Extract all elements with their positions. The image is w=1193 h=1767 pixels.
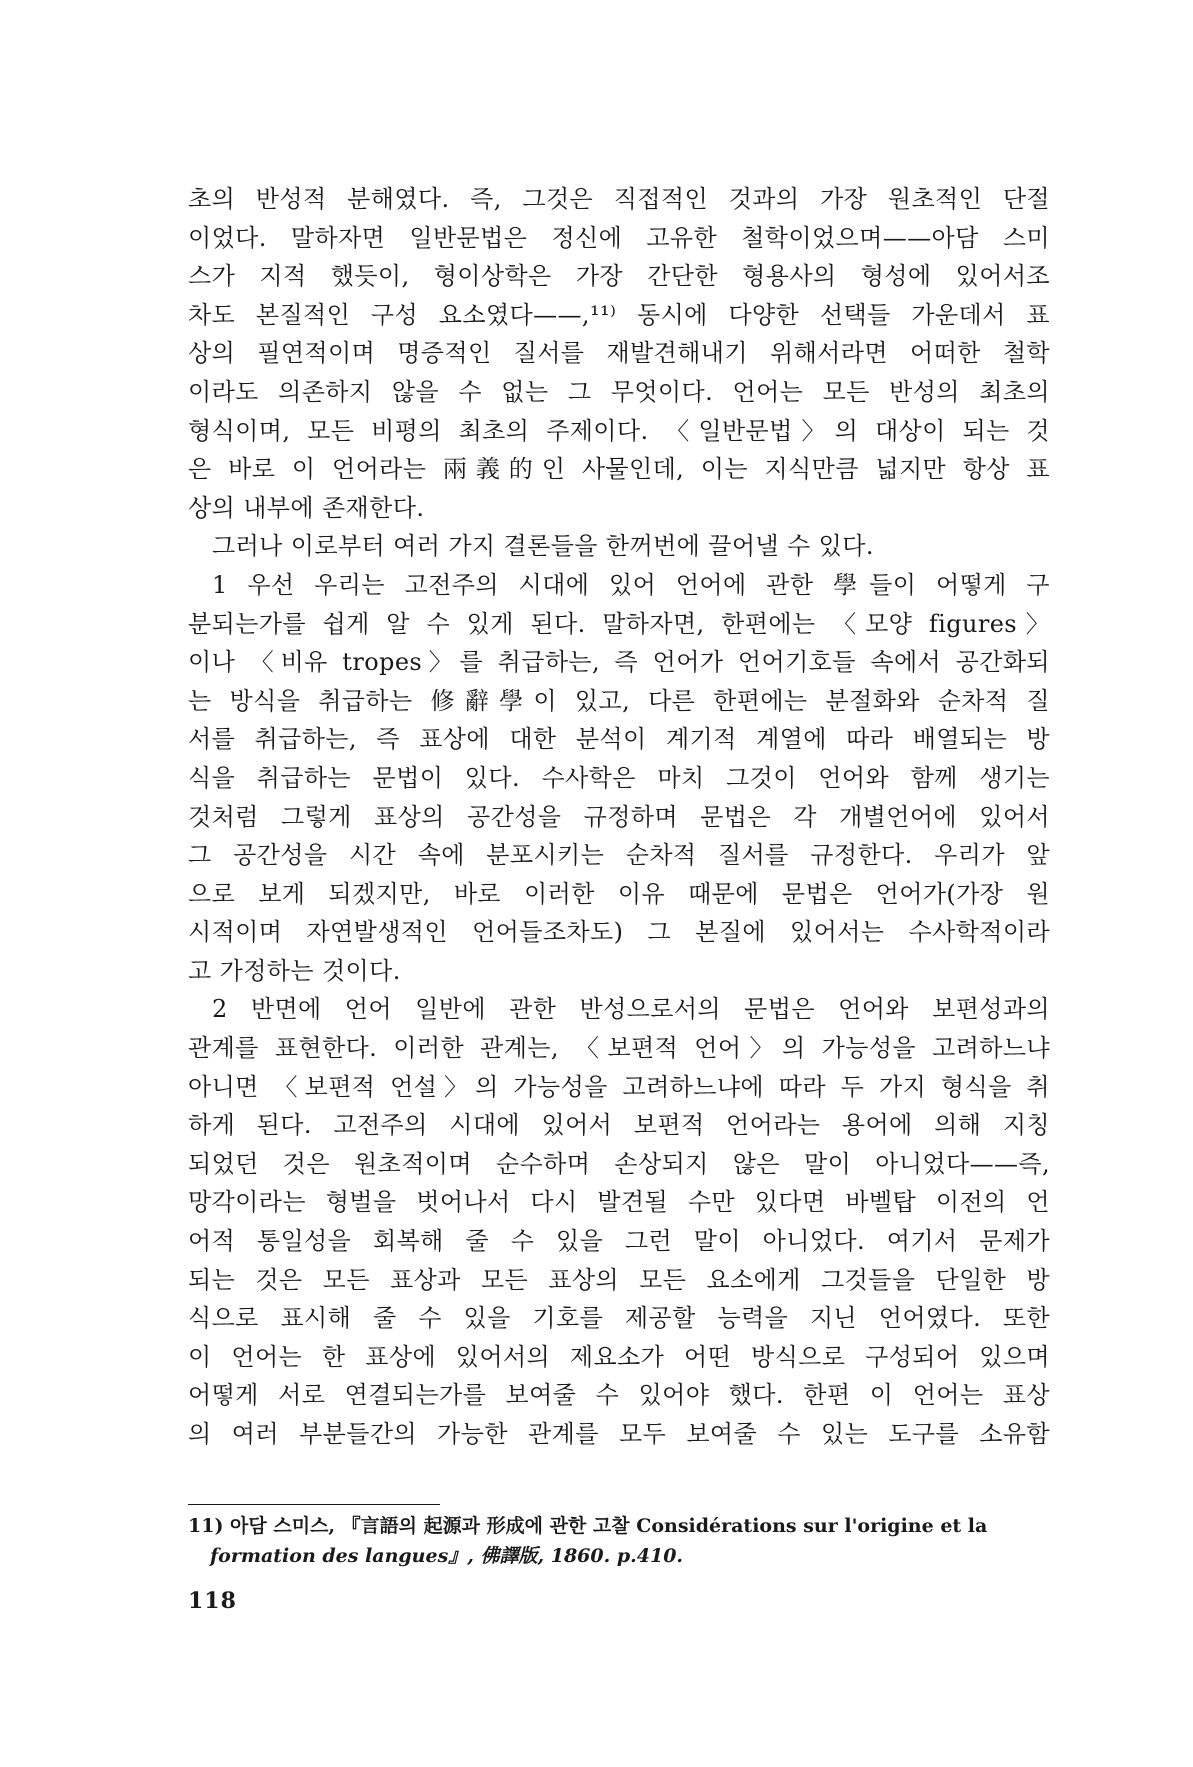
text-line: 식으로 표시해 줄 수 있을 기호를 제공할 능력을 지닌 언어였다. 또한 xyxy=(188,1304,1050,1333)
body-text xyxy=(188,180,1050,1454)
text-line: 으로 보게 되겠지만, 바로 이러한 이유 때문에 문법은 언어가(가장 원 xyxy=(188,879,1050,908)
text-line: 어떻게 서로 연결되는가를 보여줄 수 있어야 했다. 한편 이 언어는 표상 xyxy=(188,1381,1050,1410)
text-line: 서를 취급하는, 즉 표상에 대한 분석이 계기적 계열에 따라 배열되는 방 xyxy=(188,725,1050,754)
text-line: 상의 내부에 존재한다. xyxy=(188,493,425,522)
text-line: 아니면 〈보편적 언설〉의 가능성을 고려하느냐에 따라 두 가지 형식을 취 xyxy=(188,1072,1050,1101)
footnote-divider xyxy=(188,1504,440,1505)
text-line: 것처럼 그렇게 표상의 공간성을 규정하며 문법은 각 개별언어에 있어서 xyxy=(188,802,1050,831)
text-line: 어적 통일성을 회복해 줄 수 있을 그런 말이 아니었다. 여기서 문제가 xyxy=(188,1227,1050,1256)
text-line: 망각이라는 형벌을 벗어나서 다시 발견될 수만 있다면 바벨탑 이전의 언 xyxy=(188,1188,1050,1217)
text-line: 되는 것은 모든 표상과 모든 표상의 모든 요소에게 그것들을 단일한 방 xyxy=(188,1265,1050,1294)
text-line: 고 가정하는 것이다. xyxy=(188,956,401,985)
footnote xyxy=(188,1511,1050,1571)
text-line: 차도 본질적인 구성 요소였다——,¹¹⁾ 동시에 다양한 선택들 가운데서 표 xyxy=(188,300,1050,329)
text-line: 이 언어는 한 표상에 있어서의 제요소가 어떤 방식으로 구성되어 있으며 xyxy=(188,1342,1050,1371)
text-line: 이나 〈비유 tropes〉를 취급하는, 즉 언어가 언어기호들 속에서 공간화되 xyxy=(188,648,1050,677)
text-line: 이었다. 말하자면 일반문법은 정신에 고유한 철학이었으며——아담 스미 xyxy=(188,223,1050,252)
text-line: 은 바로 이 언어라는 兩義的인 사물인데, 이는 지식만큼 넓지만 항상 표 xyxy=(188,455,1050,484)
text-line: 초의 반성적 분해였다. 즉, 그것은 직접적인 것과의 가장 원초적인 단절 xyxy=(188,185,1050,213)
paragraph-start: 그러나 이로부터 여러 가지 결론들을 한꺼번에 끌어낼 수 있다. xyxy=(212,532,874,561)
numbered-paragraph-1-start: 1 우선 우리는 고전주의 시대에 있어 언어에 관한 學들이 어떻게 구 xyxy=(212,570,1050,599)
text-line: 식을 취급하는 문법이 있다. 수사학은 마치 그것이 언어와 함께 생기는 xyxy=(188,763,1050,792)
text-line: 형식이며, 모든 비평의 최초의 주제이다. 〈일반문법〉의 대상이 되는 것 xyxy=(188,416,1050,445)
text-line: 시적이며 자연발생적인 언어들조차도) 그 본질에 있어서는 수사학적이라 xyxy=(188,918,1050,947)
text-line: 이라도 의존하지 않을 수 없는 그 무엇이다. 언어는 모든 반성의 최초의 xyxy=(188,377,1050,406)
text-line: 상의 필연적이며 명증적인 질서를 재발견해내기 위해서라면 어떠한 철학 xyxy=(188,339,1050,368)
text-line: 의 여러 부분들간의 가능한 관계를 모두 보여줄 수 있는 도구를 소유함 xyxy=(188,1420,1050,1448)
footnote-line-2: formation des langues』, 佛譯版, 1860. p.410. xyxy=(210,1545,684,1567)
text-line: 그 공간성을 시간 속에 분포시키는 순차적 질서를 규정한다. 우리가 앞 xyxy=(188,841,1050,870)
footnote-line-1: 11) 아담 스미스, 『言語의 起源과 形成에 관한 고찰 Considérations sur l'origine et la xyxy=(188,1515,988,1537)
numbered-paragraph-2-start: 2 반면에 언어 일반에 관한 반성으로서의 문법은 언어와 보편성과의 xyxy=(212,995,1050,1024)
text-line: 되었던 것은 원초적이며 순수하며 손상되지 않은 말이 아니었다——즉, xyxy=(188,1149,1050,1178)
text-line: 하게 된다. 고전주의 시대에 있어서 보편적 언어라는 용어에 의해 지칭 xyxy=(188,1111,1050,1140)
text-line: 스가 지적 했듯이, 형이상학은 가장 간단한 형용사의 형성에 있어서조 xyxy=(188,262,1050,291)
page-number: 118 xyxy=(188,1588,237,1614)
text-line: 는 방식을 취급하는 修辭學이 있고, 다른 한편에는 분절화와 순차적 질 xyxy=(188,686,1050,715)
text-line: 분되는가를 쉽게 알 수 있게 된다. 말하자면, 한편에는 〈모양 figures〉 xyxy=(188,609,1050,638)
text-line: 관계를 표현한다. 이러한 관계는, 〈보편적 언어〉의 가능성을 고려하느냐 xyxy=(188,1034,1050,1063)
